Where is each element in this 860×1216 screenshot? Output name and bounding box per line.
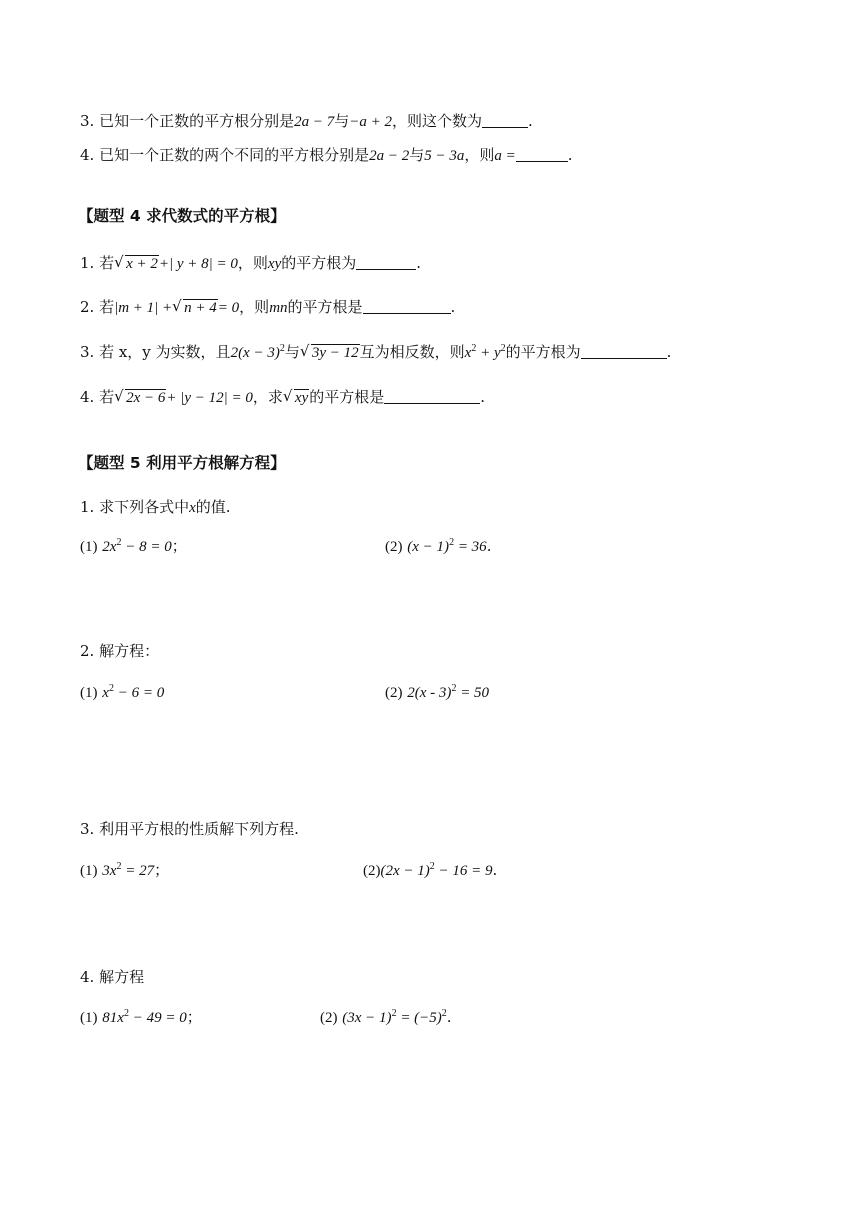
section-5-problem-2-intro: 2. 解方程： [80, 642, 160, 660]
sqrt-expression: √ n + 4 [174, 297, 218, 319]
answer-blank[interactable] [482, 113, 528, 128]
problem-4-part-1: (1) $81x^2 - 49 = 0$； [80, 1008, 202, 1026]
problem-1-part-2: (2) $(x - 1)^2 = 36$. [385, 537, 492, 555]
section-5-problem-1-intro: 1. 求下列各式中x的值. [80, 498, 231, 516]
section-4-title: 【题型 4 求代数式的平方根】 [78, 207, 286, 225]
answer-blank[interactable] [363, 299, 451, 314]
problem-3-part-2: $(2)(2x - 1)^2 - 16 = 9$. [363, 861, 498, 879]
section-5-title: 【题型 5 利用平方根解方程】 [78, 454, 286, 472]
section-5-problem-3-intro: 3. 利用平方根的性质解下列方程. [80, 820, 299, 838]
problem-4-part-2: (2) $(3x - 1)^2 = (-5)^2$. [320, 1008, 452, 1026]
answer-blank[interactable] [356, 255, 416, 270]
section-5-problem-4-intro: 4. 解方程 [80, 968, 145, 986]
section-4-question-1: 1. 若√ x + 2+| y + 8| = 0，则xy的平方根为 . [80, 252, 421, 275]
sqrt-expression: √ 2x − 6 [116, 387, 166, 409]
problem-3-part-1: (1) $3x^2 = 27$； [80, 861, 170, 879]
section-4-question-4: 4. 若√ 2x − 6+ |y − 12| = 0，求√ xy的平方根是 . [80, 386, 485, 409]
answer-blank[interactable] [516, 147, 568, 162]
sqrt-expression: √ xy [285, 387, 309, 409]
question-3-2: 4. 已知一个正数的两个不同的平方根分别是2a − 2与5 − 3a，则a = . [80, 146, 573, 164]
section-4-question-2: 2. 若|m + 1| +√ n + 4= 0，则mn的平方根是 . [80, 296, 455, 319]
section-4-question-3: 3. 若 x，y 为实数，且$2(x - 3)^2$与√ 3y − 12互为相反数，则$x^2 + y^2$的平方根为 . [80, 341, 671, 364]
problem-2-part-2: (2) 2(x - 3)$^2$ = 50 [385, 683, 490, 701]
sqrt-expression: √ 3y − 12 [302, 342, 360, 364]
answer-blank[interactable] [384, 389, 480, 404]
answer-blank[interactable] [581, 344, 667, 359]
problem-2-part-1: (1) $x^2 - 6 = 0$ [80, 683, 165, 701]
problem-1-part-1: (1) $2x^2 - 8 = 0$； [80, 537, 187, 555]
question-3-1: 3. 已知一个正数的平方根分别是2a − 7与−a + 2，则这个数为 . [80, 112, 533, 130]
sqrt-expression: √ x + 2 [116, 253, 159, 275]
